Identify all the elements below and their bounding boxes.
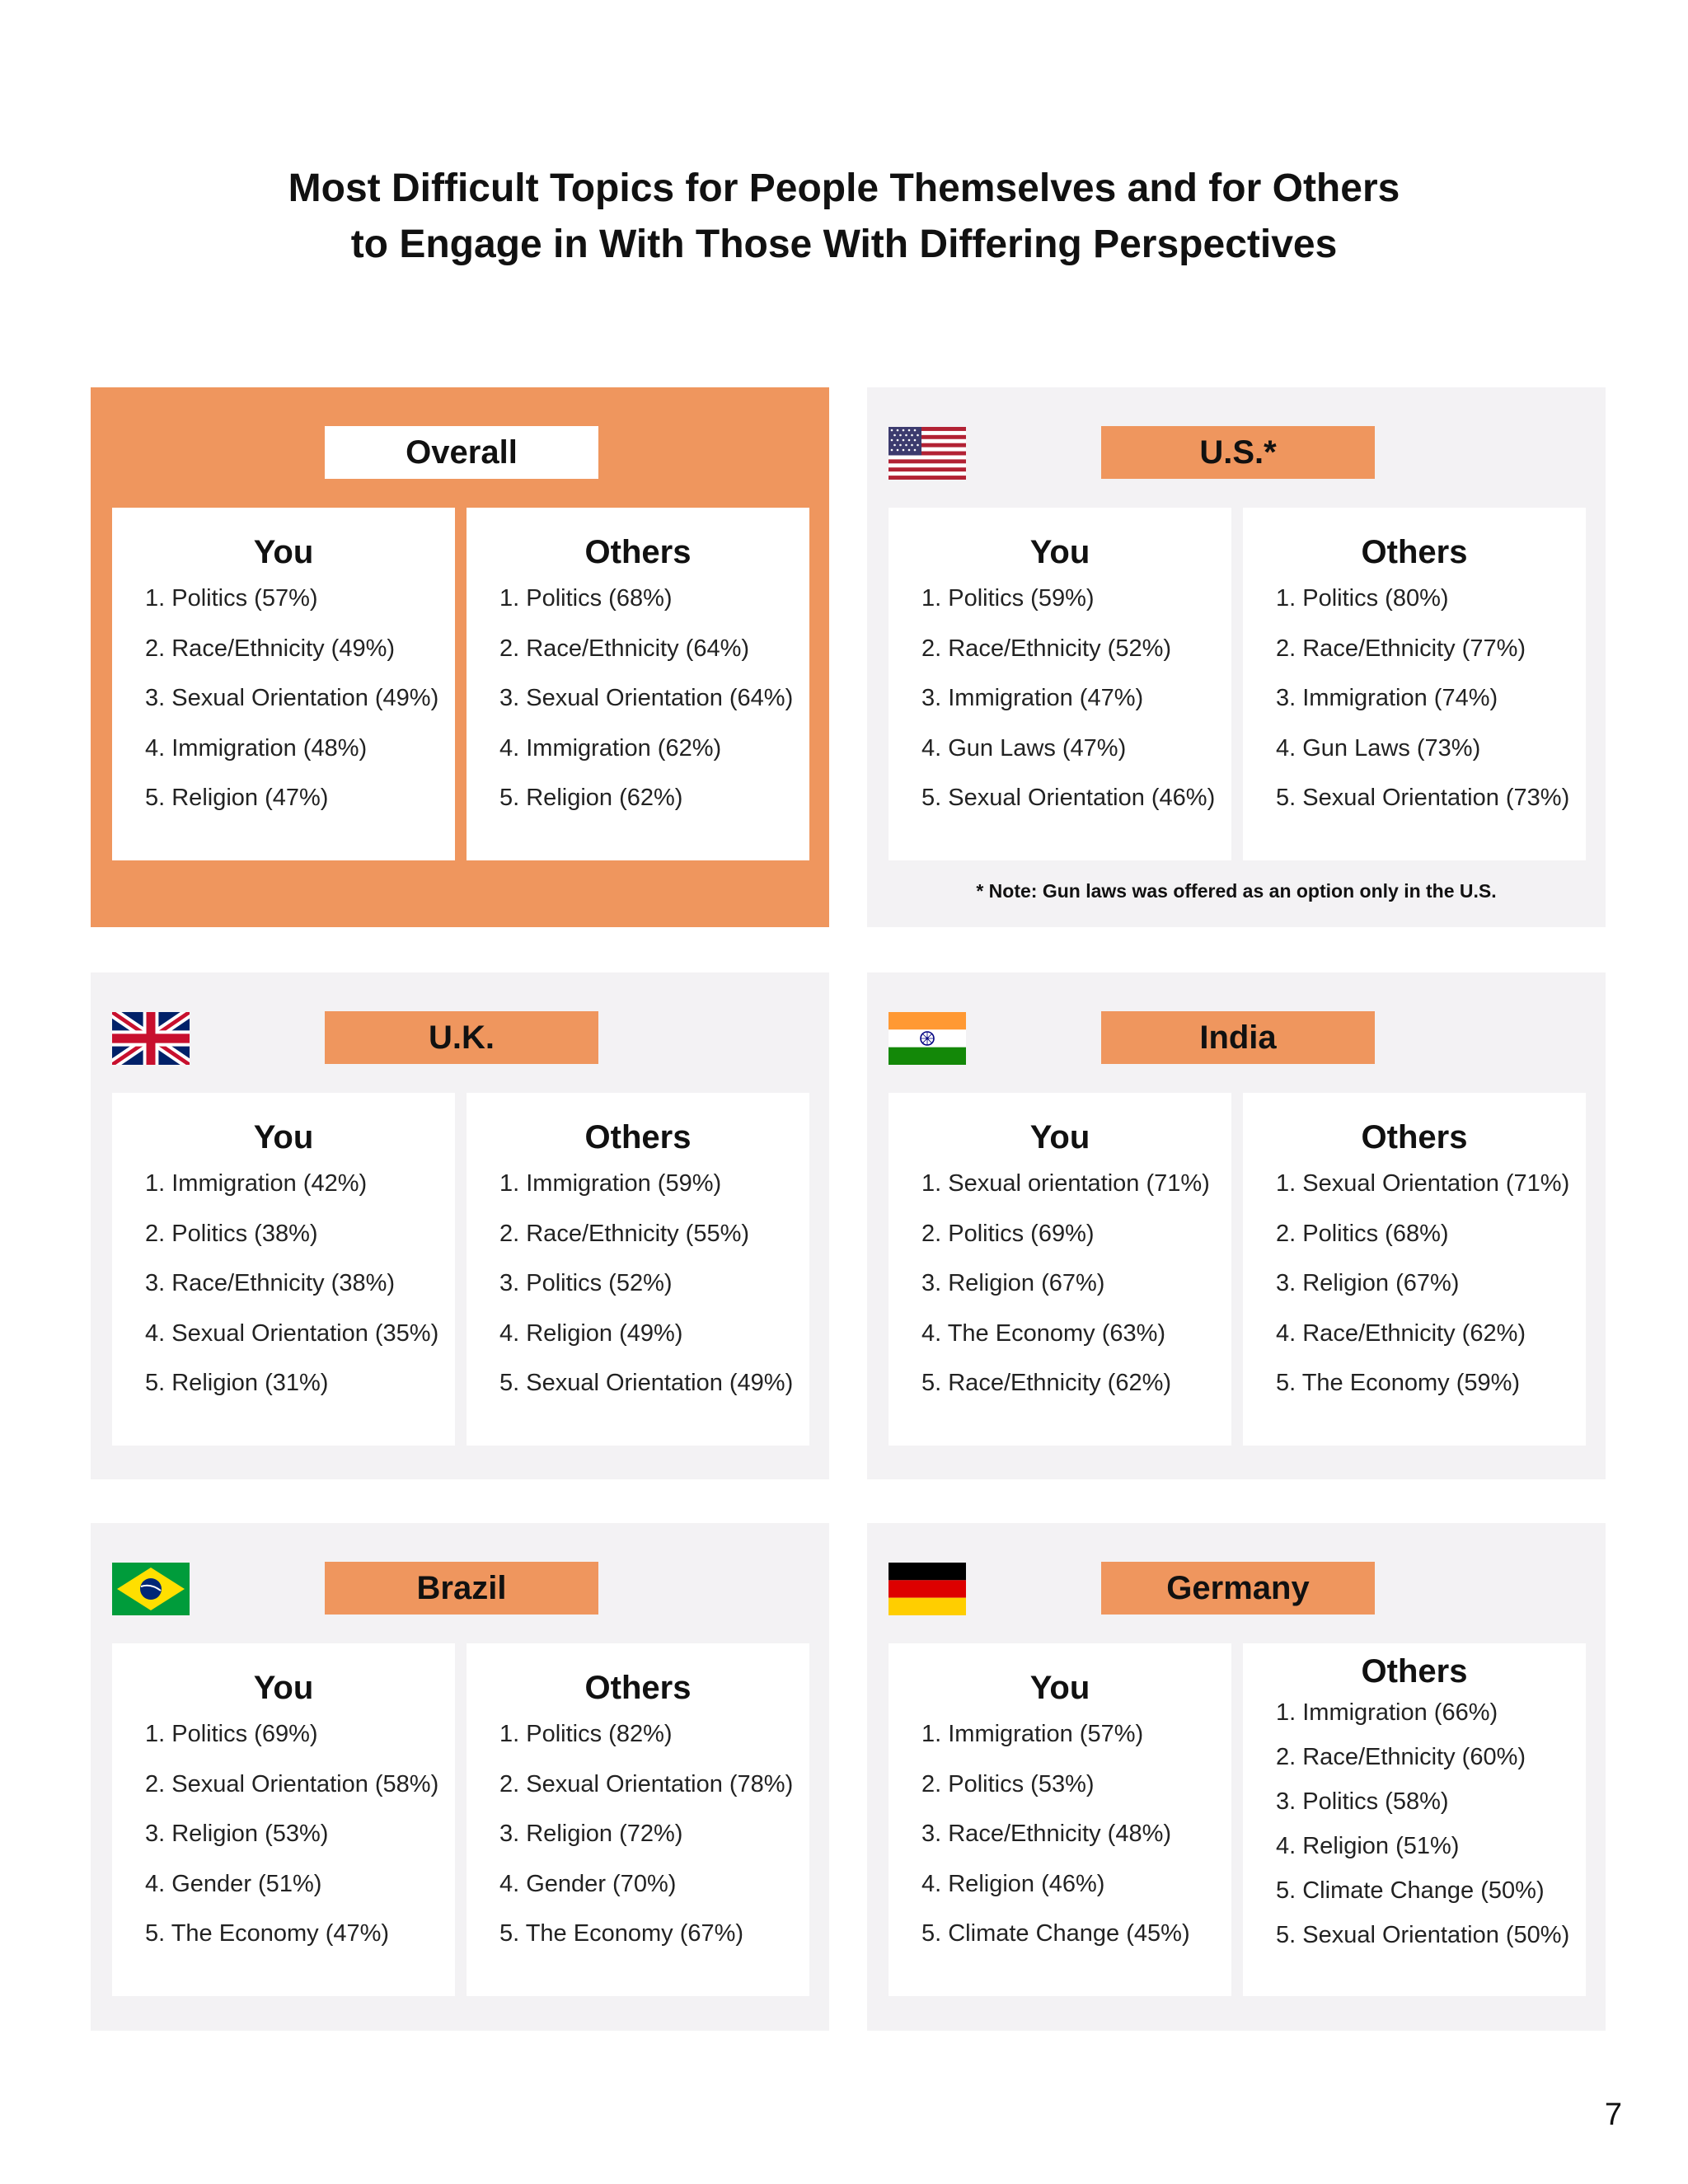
panel-label: U.S.* bbox=[1101, 426, 1375, 479]
list-item: 4. Gender (70%) bbox=[499, 1870, 677, 1897]
list-item: 5. Sexual Orientation (49%) bbox=[499, 1370, 794, 1396]
list-item: 3. Religion (67%) bbox=[921, 1270, 1105, 1296]
others-card-title: Others bbox=[584, 534, 692, 570]
page-number: 7 bbox=[1604, 2097, 1622, 2132]
panel-label: U.K. bbox=[325, 1011, 598, 1064]
list-item: 2. Sexual Orientation (58%) bbox=[145, 1770, 439, 1797]
others-card-title: Others bbox=[584, 1670, 692, 1706]
list-item: 2. Politics (53%) bbox=[921, 1770, 1095, 1797]
india-flag-icon bbox=[889, 1012, 966, 1065]
list-item: 1. Sexual Orientation (71%) bbox=[1276, 1170, 1570, 1197]
uk-flag-icon bbox=[112, 1012, 190, 1065]
list-item: 1. Politics (68%) bbox=[499, 585, 673, 612]
list-item: 2. Politics (69%) bbox=[921, 1220, 1095, 1247]
list-item: 1. Immigration (42%) bbox=[145, 1170, 368, 1197]
list-item: 3. Race/Ethnicity (48%) bbox=[921, 1821, 1172, 1847]
others-card bbox=[467, 1643, 809, 1996]
list-item: 4. Immigration (62%) bbox=[499, 734, 722, 762]
others-card bbox=[1243, 1643, 1586, 1996]
others-card bbox=[1243, 508, 1586, 860]
others-card-title: Others bbox=[1361, 1119, 1468, 1155]
others-card bbox=[1243, 1093, 1586, 1446]
list-item: 3. Religion (72%) bbox=[499, 1821, 683, 1847]
you-topic-list bbox=[112, 585, 455, 811]
list-item: 3. Religion (67%) bbox=[1276, 1270, 1460, 1296]
list-item: 4. Race/Ethnicity (62%) bbox=[1276, 1319, 1526, 1347]
list-item: 2. Politics (68%) bbox=[1276, 1220, 1449, 1247]
list-item: 4. Sexual Orientation (35%) bbox=[145, 1319, 439, 1347]
list-item: 5. Climate Change (50%) bbox=[1276, 1877, 1545, 1904]
list-item: 4. Religion (51%) bbox=[1276, 1833, 1460, 1859]
panel-label: India bbox=[1101, 1011, 1375, 1064]
list-item: 5. Religion (47%) bbox=[145, 785, 329, 811]
list-item: 3. Politics (52%) bbox=[499, 1270, 673, 1296]
list-item: 5. Race/Ethnicity (62%) bbox=[921, 1370, 1172, 1396]
list-item: 2. Politics (38%) bbox=[145, 1220, 318, 1247]
list-item: 5. Sexual Orientation (73%) bbox=[1276, 785, 1570, 811]
you-card-title: You bbox=[253, 534, 314, 570]
you-card bbox=[889, 508, 1231, 860]
others-card bbox=[467, 508, 809, 860]
panel-label: Germany bbox=[1101, 1562, 1375, 1615]
list-item: 2. Race/Ethnicity (77%) bbox=[1276, 635, 1526, 662]
list-item: 4. Religion (49%) bbox=[499, 1319, 683, 1347]
page-title bbox=[0, 161, 1688, 273]
panel-germany bbox=[867, 1523, 1606, 2031]
panel-uk bbox=[91, 972, 829, 1479]
others-card bbox=[467, 1093, 809, 1446]
list-item: 4. Gender (51%) bbox=[145, 1870, 322, 1897]
list-item: 1. Sexual orientation (71%) bbox=[921, 1170, 1210, 1197]
list-item: 1. Politics (57%) bbox=[145, 585, 318, 612]
others-card-title: Others bbox=[1361, 1653, 1468, 1690]
list-item: 1. Politics (80%) bbox=[1276, 585, 1449, 612]
list-item: 4. The Economy (63%) bbox=[921, 1319, 1166, 1347]
list-item: 4. Gun Laws (47%) bbox=[921, 734, 1127, 762]
you-topic-list bbox=[889, 1170, 1231, 1396]
others-topic-list bbox=[467, 585, 809, 811]
list-item: 3. Immigration (74%) bbox=[1276, 685, 1498, 711]
brazil-flag-icon bbox=[112, 1563, 190, 1615]
panel-brazil bbox=[91, 1523, 829, 2031]
list-item: 2. Sexual Orientation (78%) bbox=[499, 1770, 794, 1797]
you-card bbox=[889, 1093, 1231, 1446]
you-card bbox=[112, 1093, 455, 1446]
list-item: 1. Immigration (66%) bbox=[1276, 1699, 1498, 1726]
you-topic-list bbox=[889, 585, 1231, 811]
you-card-title: You bbox=[1029, 534, 1090, 570]
list-item: 1. Politics (82%) bbox=[499, 1721, 673, 1747]
list-item: 2. Race/Ethnicity (64%) bbox=[499, 635, 750, 662]
others-topic-list bbox=[467, 1170, 809, 1396]
list-item: 4. Religion (46%) bbox=[921, 1870, 1105, 1897]
page-title-line-1: Most Difficult Topics for People Themselves and for Others bbox=[288, 166, 1400, 210]
list-item: 1. Politics (59%) bbox=[921, 585, 1095, 612]
us-flag-icon bbox=[889, 427, 966, 480]
panel-us bbox=[867, 387, 1606, 927]
you-card bbox=[112, 508, 455, 860]
you-card bbox=[889, 1643, 1231, 1996]
list-item: 5. The Economy (47%) bbox=[145, 1920, 390, 1947]
list-item: 5. The Economy (67%) bbox=[499, 1920, 744, 1947]
list-item: 1. Immigration (57%) bbox=[921, 1721, 1144, 1747]
list-item: 2. Race/Ethnicity (52%) bbox=[921, 635, 1172, 662]
germany-flag-icon bbox=[889, 1563, 966, 1615]
you-topic-list bbox=[112, 1170, 455, 1396]
panel-india bbox=[867, 972, 1606, 1479]
page-title-line-2: to Engage in With Those With Differing Perspectives bbox=[350, 223, 1338, 266]
others-topic-list bbox=[467, 1721, 809, 1947]
list-item: 3. Race/Ethnicity (38%) bbox=[145, 1270, 396, 1296]
you-card-title: You bbox=[1029, 1119, 1090, 1155]
panel-label: Brazil bbox=[325, 1562, 598, 1615]
list-item: 3. Politics (58%) bbox=[1276, 1788, 1449, 1815]
you-card-title: You bbox=[1029, 1670, 1090, 1706]
list-item: 2. Race/Ethnicity (55%) bbox=[499, 1220, 750, 1247]
others-topic-list bbox=[1243, 1170, 1586, 1396]
list-item: 3. Religion (53%) bbox=[145, 1821, 329, 1847]
others-card-title: Others bbox=[584, 1119, 692, 1155]
list-item: 3. Immigration (47%) bbox=[921, 685, 1144, 711]
list-item: 3. Sexual Orientation (64%) bbox=[499, 685, 794, 711]
list-item: 1. Politics (69%) bbox=[145, 1721, 318, 1747]
list-item: 2. Race/Ethnicity (60%) bbox=[1276, 1744, 1526, 1770]
you-card-title: You bbox=[253, 1670, 314, 1706]
you-topic-list bbox=[889, 1721, 1231, 1947]
list-item: 4. Immigration (48%) bbox=[145, 734, 368, 762]
others-topic-list bbox=[1243, 1699, 1586, 1948]
list-item: 1. Immigration (59%) bbox=[499, 1170, 722, 1197]
you-card-title: You bbox=[253, 1119, 314, 1155]
list-item: 4. Gun Laws (73%) bbox=[1276, 734, 1481, 762]
list-item: 2. Race/Ethnicity (49%) bbox=[145, 635, 396, 662]
list-item: 5. Religion (62%) bbox=[499, 785, 683, 811]
list-item: 5. The Economy (59%) bbox=[1276, 1370, 1521, 1396]
list-item: 5. Climate Change (45%) bbox=[921, 1920, 1190, 1947]
list-item: 5. Religion (31%) bbox=[145, 1370, 329, 1396]
others-topic-list bbox=[1243, 585, 1586, 811]
panel-label: Overall bbox=[325, 426, 598, 479]
you-topic-list bbox=[112, 1721, 455, 1947]
list-item: 5. Sexual Orientation (46%) bbox=[921, 785, 1216, 811]
list-item: 5. Sexual Orientation (50%) bbox=[1276, 1922, 1570, 1948]
others-card-title: Others bbox=[1361, 534, 1468, 570]
panel-overall bbox=[91, 387, 829, 927]
list-item: 3. Sexual Orientation (49%) bbox=[145, 685, 439, 711]
you-card bbox=[112, 1643, 455, 1996]
gun-laws-note: * Note: Gun laws was offered as an option only in the U.S. bbox=[976, 880, 1497, 902]
